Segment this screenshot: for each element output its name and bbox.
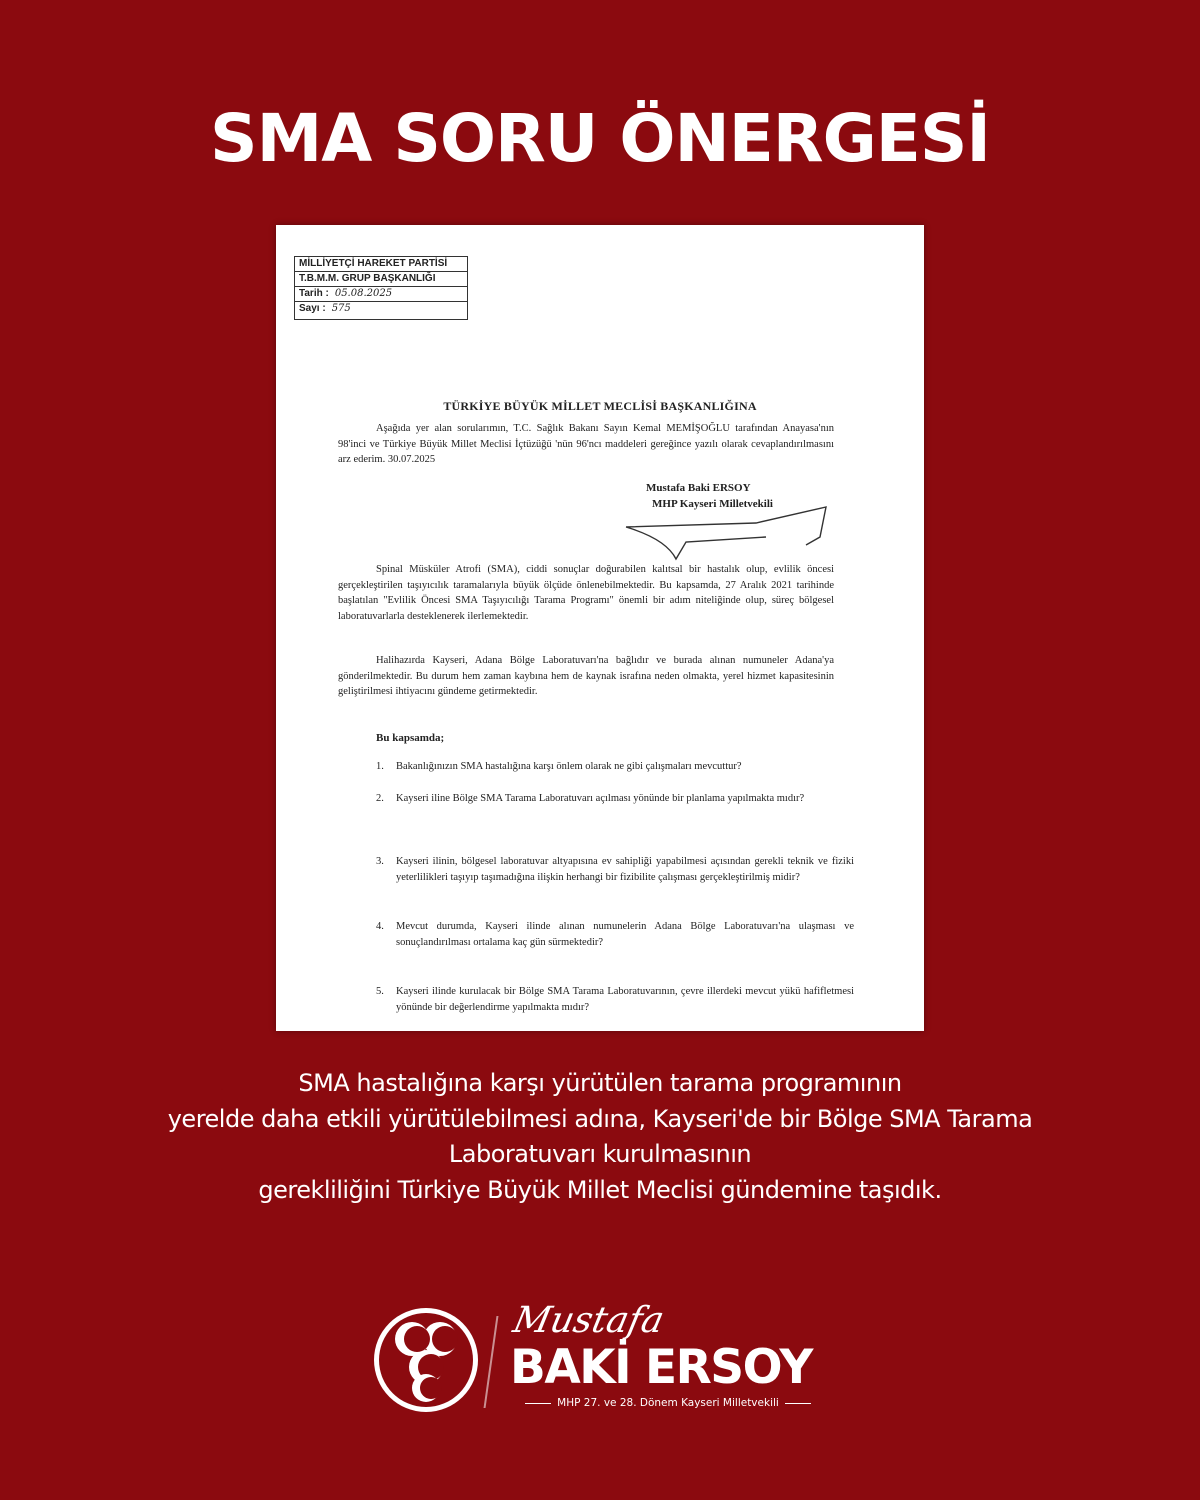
question-number: 5. [376, 986, 384, 997]
stamp-line-1: MİLLİYETÇİ HAREKET PARTİSİ [295, 257, 467, 272]
logo-script-name: Mustafa [509, 1300, 668, 1341]
question-item [376, 791, 854, 807]
caption-line: Laboratuvarı kurulmasının [448, 1140, 752, 1168]
stamp-line-2: T.B.M.M. GRUP BAŞKANLIĞI [295, 272, 467, 287]
caption-line: gerekliliğini Türkiye Büyük Millet Meclisi gündemine taşıdık. [258, 1175, 942, 1204]
question-item [376, 919, 854, 951]
question-number: 4. [376, 921, 384, 932]
questions-heading: Bu kapsamda; [376, 732, 445, 744]
question-text: Kayseri ilinde kurulacak bir Bölge SMA Tarama Laboratuvarının, çevre illerdeki mevcut yükü hafifletmesi yönünde bir değerlendirme yapılmakta mıdır? [396, 986, 854, 1013]
party-stamp [294, 256, 468, 320]
question-number: 1. [376, 761, 384, 772]
mhp-crescents-emblem-icon [372, 1306, 480, 1414]
paragraph-kayseri-situation: Halihazırda Kayseri, Adana Bölge Laboratuvarı'na bağlıdır ve burada alınan numuneler Adana'ya gönderilmektedir. Bu durum hem zaman kaybına hem de kaynak israfına neden olmakta, yerel hizmet kapasitesinin geliştirilmesi ihtiyacını gündeme getirmektedir. [338, 655, 834, 697]
stamp-date-label: Tarih : [299, 288, 329, 299]
logo-name: BAKİ ERSOY [510, 1340, 812, 1395]
stamp-number-label: Sayı : [299, 303, 326, 314]
logo-subtitle: MHP 27. ve 28. Dönem Kayseri Milletvekili [510, 1397, 826, 1409]
stamp-number-value: 575 [331, 303, 351, 314]
caption-line: SMA hastalığına karşı yürütülen tarama programının [298, 1069, 902, 1097]
logo-divider [484, 1316, 499, 1408]
question-text: Kayseri iline Bölge SMA Tarama Laboratuvarı açılması yönünde bir planlama yapılmakta mıdır? [396, 793, 805, 804]
stamp-number-row [295, 302, 467, 316]
question-number: 2. [376, 793, 384, 804]
question-text: Kayseri ilinin, bölgesel laboratuvar altyapısına ev sahipliği yapabilmesi açısından gerekli teknik ve fiziki yeterlilikleri taşıyıp taşımadığına ilişkin herhangi bir fizibilite çalışması gerçekleştirilmiş midir? [396, 856, 854, 883]
page-headline: SMA SORU ÖNERGESİ [210, 100, 990, 177]
intro-paragraph: Aşağıda yer alan sorularımın, T.C. Sağlık Bakanı Sayın Kemal MEMİŞOĞLU tarafından Anayasa'nın 98'inci ve Türkiye Büyük Millet Meclisi İçtüzüğü 'nün 96'ncı maddeleri gereğince yazılı olarak cevaplandırılmasını arz ederim. 30.07.2025 [338, 423, 834, 465]
stamp-date-row [295, 287, 467, 302]
question-item [376, 759, 854, 775]
stamp-date-value: 05.08.2025 [334, 288, 393, 299]
question-item [376, 854, 854, 886]
question-text: Bakanlığınızın SMA hastalığına karşı önlem olarak ne gibi çalışmaları mevcuttur? [396, 761, 742, 772]
caption [60, 1066, 1140, 1208]
signer-name: Mustafa Baki ERSOY [646, 482, 751, 494]
handwritten-signature [606, 497, 836, 567]
document-title: TÜRKİYE BÜYÜK MİLLET MECLİSİ BAŞKANLIĞINA [443, 399, 757, 413]
question-number: 3. [376, 856, 384, 867]
question-text: Mevcut durumda, Kayseri ilinde alınan numunelerin Adana Bölge Laboratuvarı'na ulaşması ve sonuçlandırılması ortalama kaç gün sürmektedir? [396, 921, 854, 948]
caption-line: yerelde daha etkili yürütülebilmesi adına, Kayseri'de bir Bölge SMA Tarama [167, 1104, 1033, 1133]
paragraph-sma-background: Spinal Müsküler Atrofi (SMA), ciddi sonuçlar doğurabilen kalıtsal bir hastalık olup, evlilik öncesi gerçekleştirilen taşıyıcılık taramalarıyla büyük ölçüde önlenebilmektedir. Bu kapsamda, 27 Aralık 2021 tarihinde başlatılan "Evlilik Öncesi SMA Taşıyıcılığı Tarama Programı" önemli bir adım niteliğinde olup, süreç bölgesel laboratuvarlarla desteklenerek ilerlemektedir. [338, 564, 834, 622]
document-scan [276, 225, 924, 1031]
signer-title: MHP Kayseri Milletvekili [652, 498, 773, 510]
question-item [376, 984, 854, 1016]
